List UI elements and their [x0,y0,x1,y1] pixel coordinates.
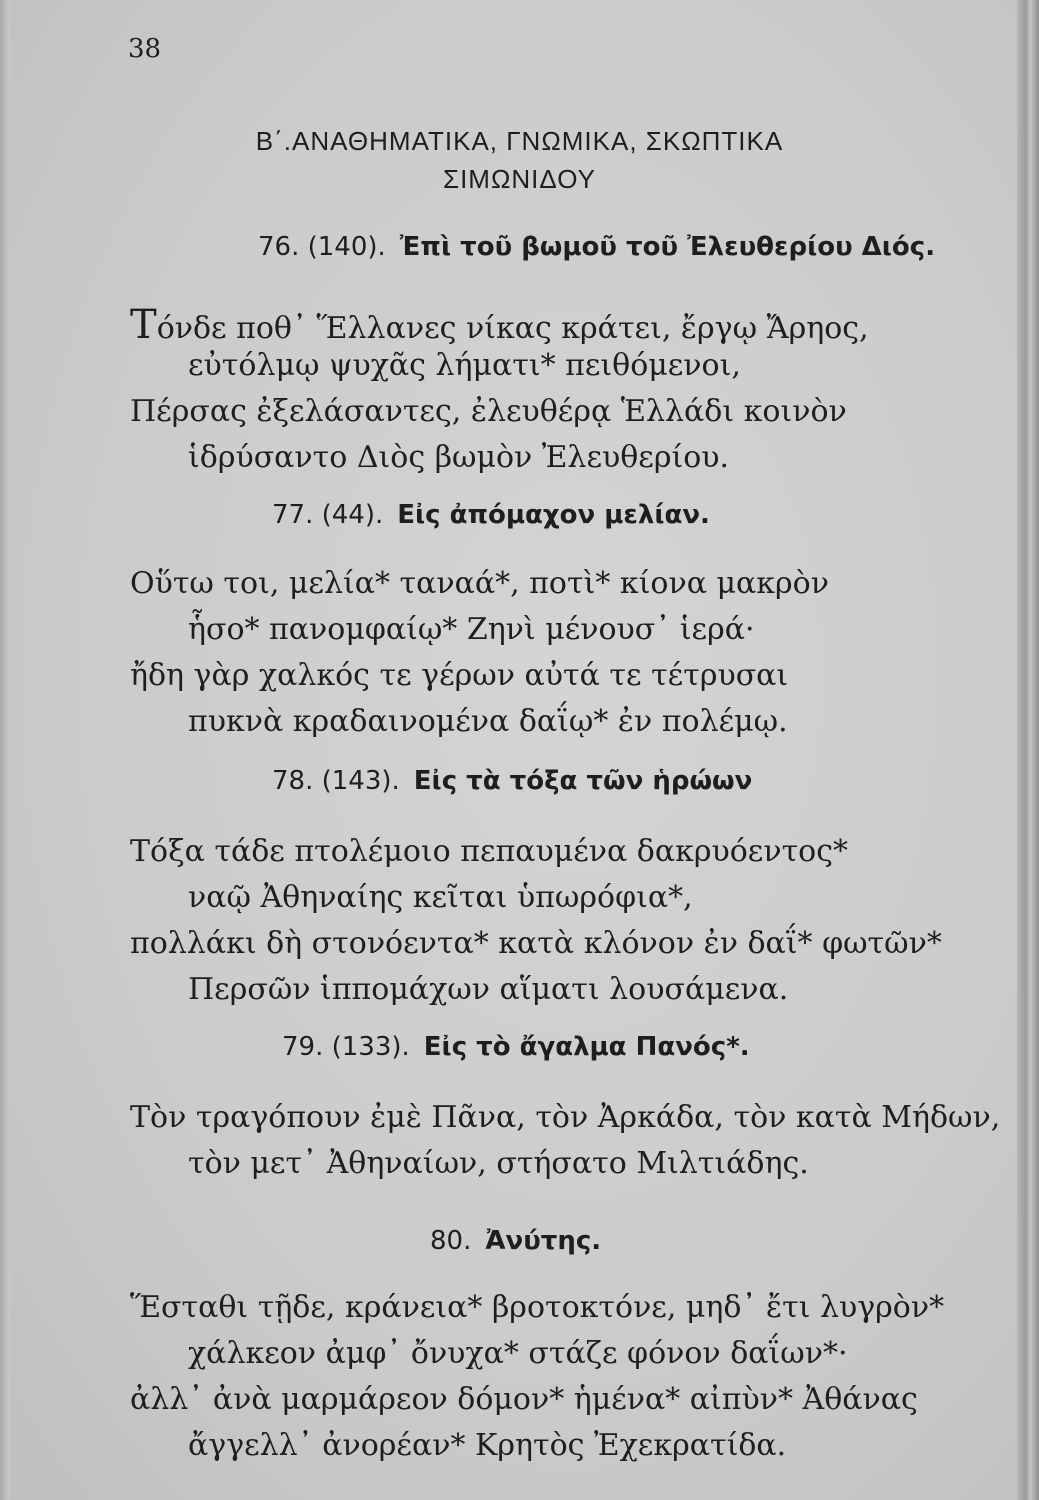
poem-title-79 [282,1032,750,1062]
verse-line: ἄγγελλ᾽ ἀνορέαν* Κρητὸς Ἐχεκρατίδα. [188,1428,787,1463]
verse-line: ἤδη γὰρ χαλκός τε γέρων αὐτά τε τέτρυσαι [130,658,789,693]
verse-line: ἱδρύσαντο Διὸς βωμὸν Ἐλευθερίου. [188,440,730,475]
page-right-edge [1017,0,1039,1500]
drop-initial: Τ [130,302,157,348]
verse-line: Ἕσταθι τῇδε, κράνεια* βροτοκτόνε, μηδ᾽ ἔτι λυγρὸν* [130,1290,945,1325]
verse-line: εὐτόλμῳ ψυχᾶς λήματι* πειθόμενοι, [188,348,741,383]
verse-line: Τόξα τάδε πτολέμοιο πεπαυμένα δακρυόεντος* [130,834,849,869]
verse-line: ἀλλ᾽ ἀνὰ μαρμάρεον δόμον* ἡμένα* αἰπὺν* Ἀθάνας [130,1382,918,1417]
poem-heading: Εἰς τὰ τόξα τῶν ἡρώων [413,766,753,796]
poem-heading: Εἰς ἀπόμαχον μελίαν. [397,500,710,530]
verse-line: χάλκεον ἀμφ᾽ ὄνυχα* στάζε φόνον δαΐων*· [188,1336,848,1371]
verse-line: ἧσο* πανομφαίῳ* Ζηνὶ μένουσ᾽ ἱερά· [188,612,755,647]
verse-line: Περσῶν ἱππομάχων αἵματι λουσάμενα. [188,972,789,1007]
verse-line: Οὕτω τοι, μελία* ταναά*, ποτὶ* κίονα μακρὸν [130,566,829,601]
verse-line: πολλάκι δὴ στονόεντα* κατὰ κλόνον ἐν δαΐ* φωτῶν* [130,926,942,961]
section-heading: Β΄.ΑΝΑΘΗΜΑΤΙΚΑ, ΓΝΩΜΙΚΑ, ΣΚΩΠΤΙΚΑ [255,126,784,156]
page-left-edge [0,0,10,1500]
poem-heading: Ἐπὶ τοῦ βωμοῦ τοῦ Ἐλευθερίου Διός. [399,232,936,262]
page-number: 38 [128,34,162,64]
verse-line: Τὸν τραγόπουν ἐμὲ Πᾶνα, τὸν Ἀρκάδα, τὸν κατὰ Μήδων, [130,1100,1001,1135]
poem-number: 76. (140). [258,232,386,262]
verse-line: Τόνδε ποθ᾽ Ἕλλανες νίκας κράτει, ἔργῳ Ἄρηος, [130,302,869,348]
poem-heading: Ἀνύτης. [485,1226,602,1256]
poem-heading: Εἰς τὸ ἄγαλμα Πανός*. [423,1032,750,1062]
poem-title-77 [272,500,710,530]
poem-title-76 [258,232,935,262]
poem-number: 78. (143). [272,766,400,796]
verse-line: Πέρσας ἐξελάσαντες, ἐλευθέρᾳ Ἑλλάδι κοινὸν [130,394,847,429]
poem-title-78 [272,766,752,796]
poem-number: 77. (44). [272,500,384,530]
verse-line: ναῷ Ἀθηναίης κεῖται ὑπωρόφια*, [188,880,693,915]
poem-number: 79. (133). [282,1032,410,1062]
author-heading: ΣΙΜΩΝΙΔΟΥ [443,164,596,194]
poem-number: 80. [430,1226,472,1256]
verse-line: τὸν μετ᾽ Ἀθηναίων, στήσατο Μιλτιάδης. [188,1146,809,1181]
poem-title-80 [430,1226,601,1256]
verse-line: πυκνὰ κραδαινομένα δαΐῳ* ἐν πολέμῳ. [188,704,788,739]
